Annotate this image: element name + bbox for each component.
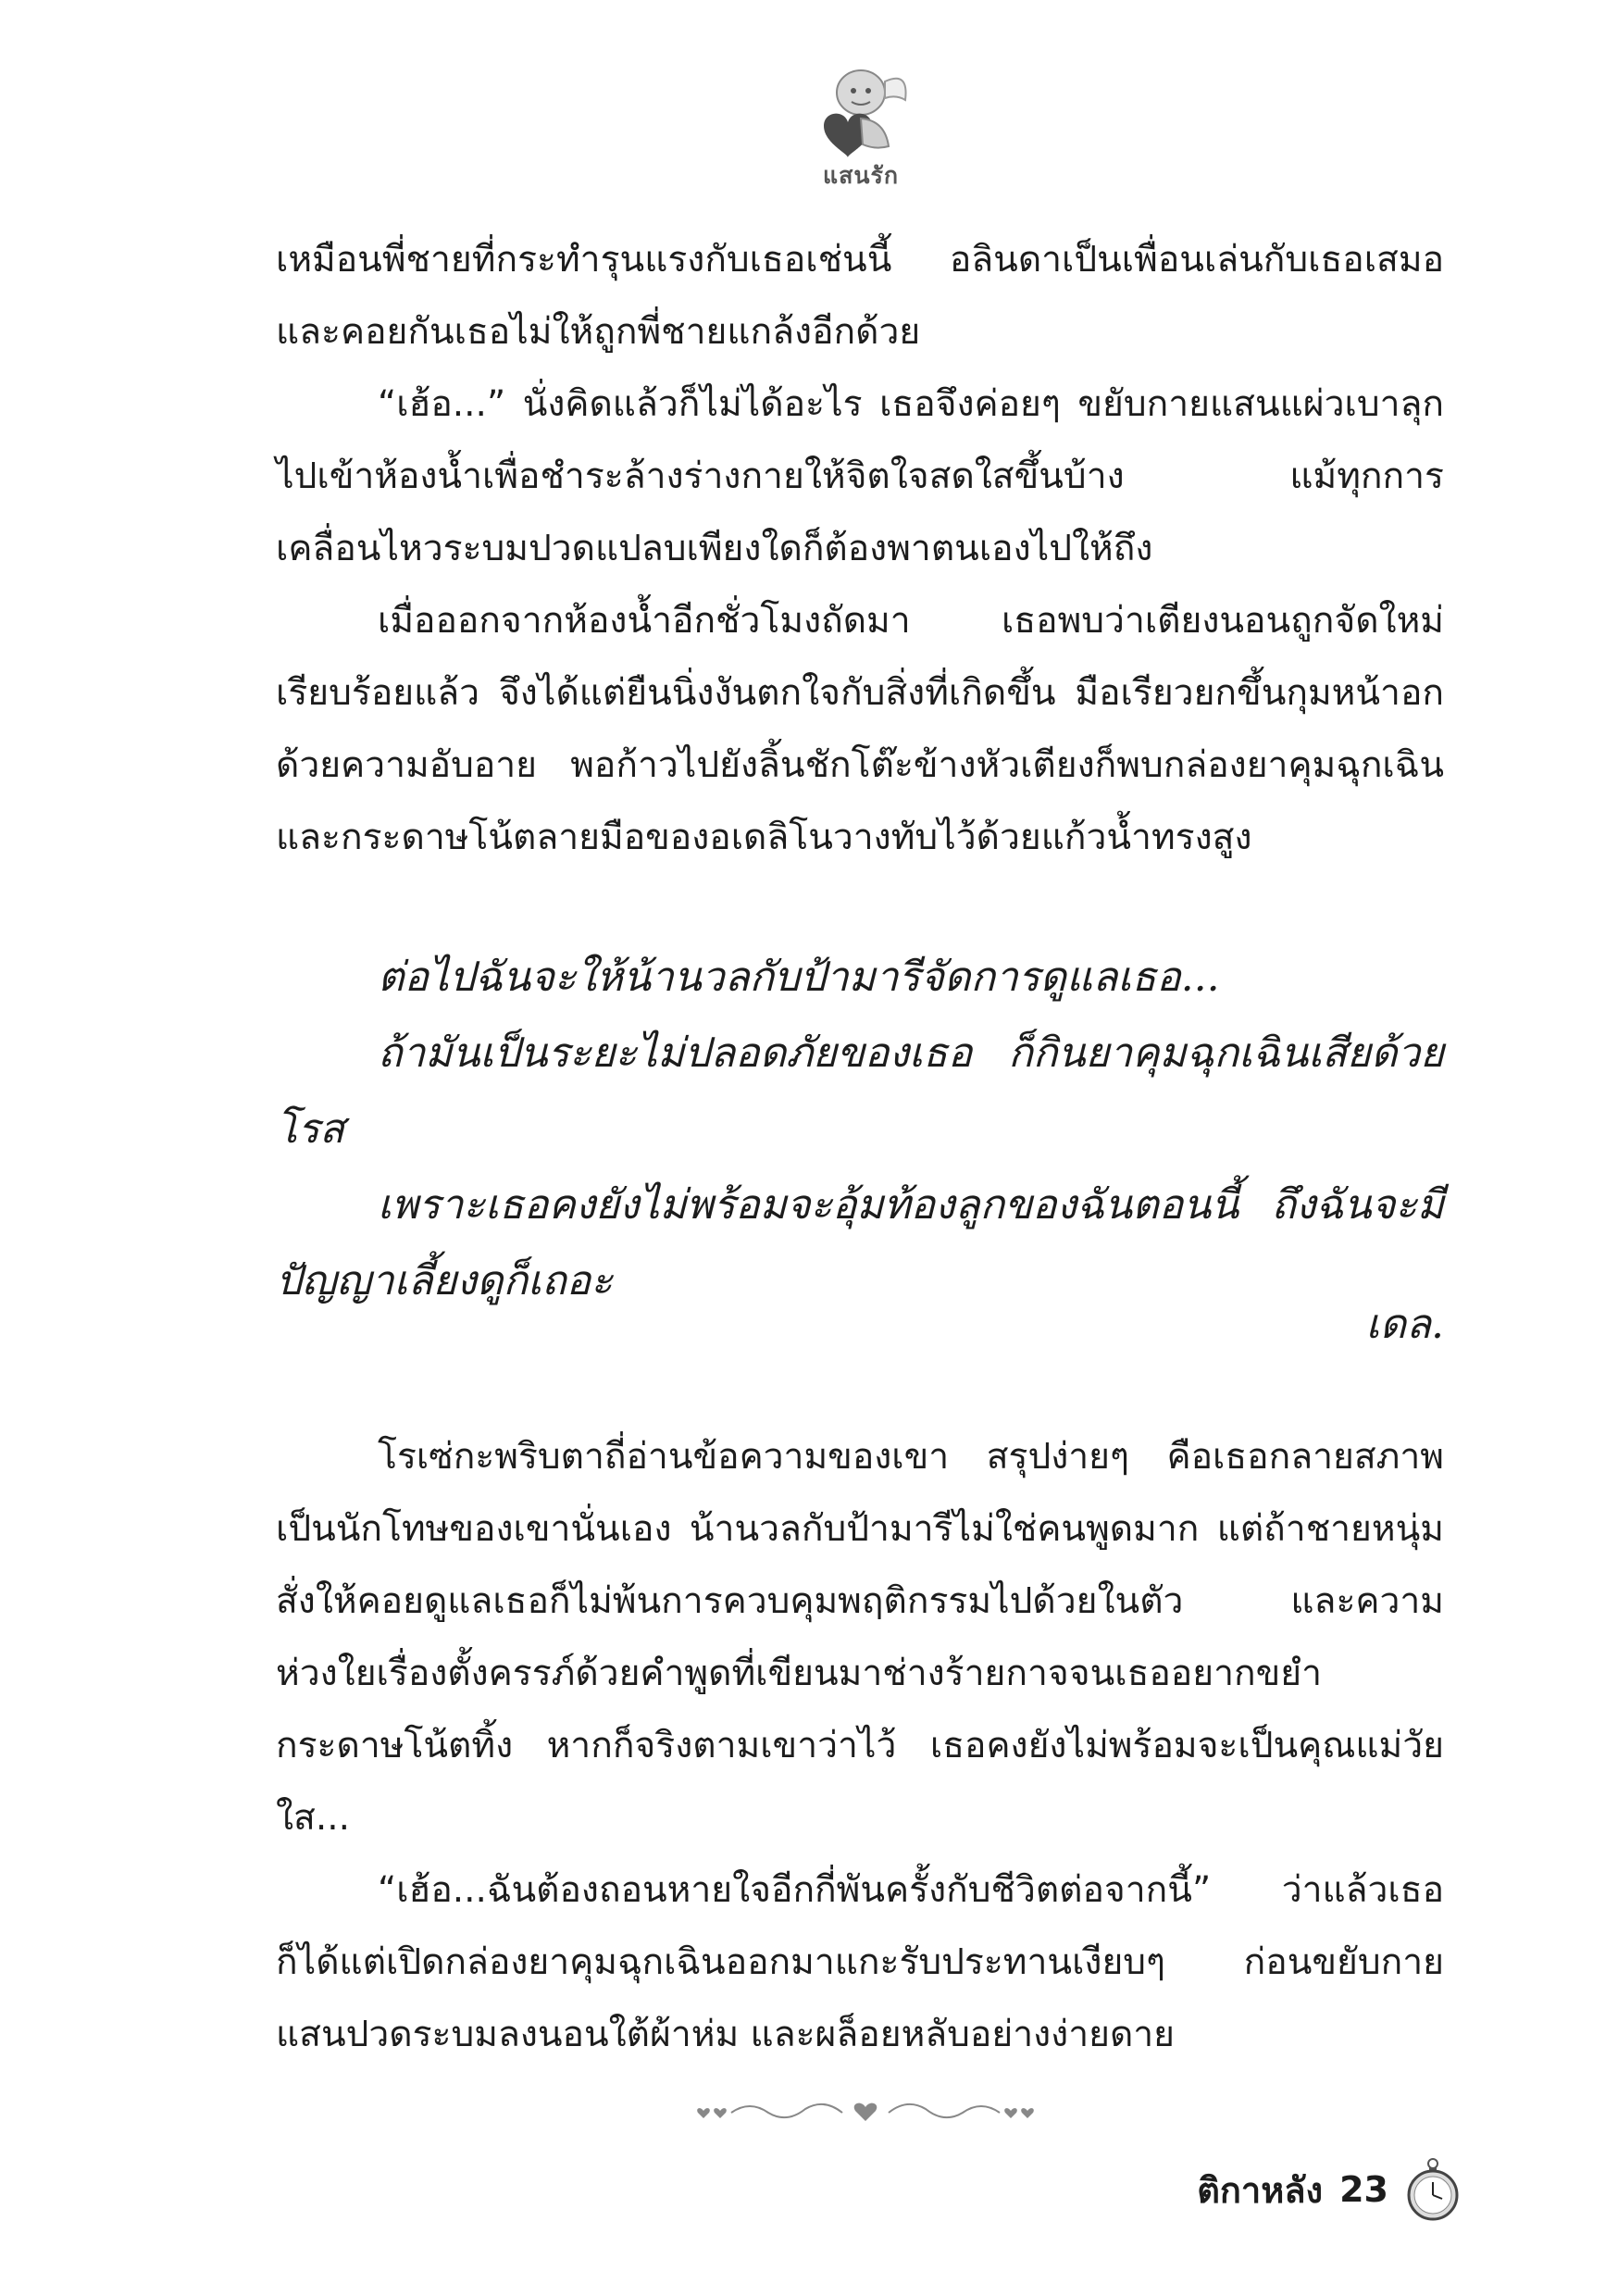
pocket-watch-icon <box>1405 2158 1461 2221</box>
paragraph: เหมือนพี่ชายที่กระทำรุนแรงกับเธอเช่นนี้ อลินดาเป็นเพื่อนเล่นกับเธอเสมอและคอยกันเธอไม่ให้ถูกพี่ชายแกล้งอีกด้วย <box>276 239 1444 353</box>
note-signature: เดล. <box>1365 1301 1444 1348</box>
cupid-logo <box>796 54 926 193</box>
note-line: เพราะเธอคงยังไม่พร้อมจะอุ้มท้องลูกของฉันตอนนี้ ถึงฉันจะมีปัญญาเลี้ยงดูก็เถอะ <box>276 1181 1444 1304</box>
handwritten-note <box>276 940 1444 1319</box>
page-number: 23 <box>1339 2169 1388 2210</box>
paragraph: โรเซ่กะพริบตาถี่อ่านข้อความของเขา สรุปง่ายๆ คือเธอกลายสภาพเป็นนักโทษของเขานั่นเอง น้านวลกับป้ามารีไม่ใช่คนพูดมาก แต่ถ้าชายหนุ่มสั่งให้คอยดูแลเธอก็ไม่พ้นการควบคุมพฤติกรรมไปด้วยในตัว และความห่วงใยเรื่องตั้งครรภ์ด้วยคำพูดที่เขียนมาช่างร้ายกาจจนเธออยากขยำกระดาษโน้ตทิ้ง หากก็จริงตามเขาว่าไว้ เธอคงยังไม่พร้อมจะเป็นคุณแม่วัยใส... <box>276 1436 1444 1839</box>
book-title: ติกาหลัง <box>1197 2169 1324 2211</box>
paragraph: “เฮ้อ...ฉันต้องถอนหายใจอีกกี่พันครั้งกับชีวิตต่อจากนี้” ว่าแล้วเธอก็ได้แต่เปิดกล่องยาคุมฉุกเฉินออกมาแกะรับประทานเงียบๆ ก่อนขยับกายแสนปวดระบมลงนอนใต้ผ้าห่ม และผล็อยหลับอย่างง่ายดาย <box>276 1869 1444 2055</box>
note-line: ต่อไปฉันจะให้น้านวลกับป้ามารีจัดการดูแลเธอ... <box>378 954 1220 1001</box>
page-footer <box>1197 2157 1461 2222</box>
paragraph: เมื่อออกจากห้องน้ำอีกชั่วโมงถัดมา เธอพบว่าเตียงนอนถูกจัดใหม่เรียบร้อยแล้ว จึงได้แต่ยืนนิ่งงันตกใจกับสิ่งที่เกิดขึ้น มือเรียวยกขึ้นกุมหน้าอกด้วยความอับอาย พอก้าวไปยังลิ้นชักโต๊ะข้างหัวเตียงก็พบกล่องยาคุมฉุกเฉินและกระดาษโน้ตลายมือของอเดลิโนวางทับไว้ด้วยแก้วน้ำทรงสูง <box>276 600 1444 858</box>
logo-text: แสนรัก <box>822 162 900 189</box>
body-text-bottom <box>276 1421 1444 2071</box>
body-text-top <box>276 224 1444 874</box>
ornament-divider <box>694 2090 1037 2131</box>
note-line: ถ้ามันเป็นระยะไม่ปลอดภัยของเธอ ก็กินยาคุมฉุกเฉินเสียด้วยโรส <box>276 1029 1444 1153</box>
paragraph: “เฮ้อ...” นั่งคิดแล้วก็ไม่ได้อะไร เธอจึงค่อยๆ ขยับกายแสนแผ่วเบาลุกไปเข้าห้องน้ำเพื่อชำระล้างร่างกายให้จิตใจสดใสขึ้นบ้าง แม้ทุกการเคลื่อนไหวระบมปวดแปลบเพียงใดก็ต้องพาตนเองไปให้ถึง <box>276 383 1444 569</box>
